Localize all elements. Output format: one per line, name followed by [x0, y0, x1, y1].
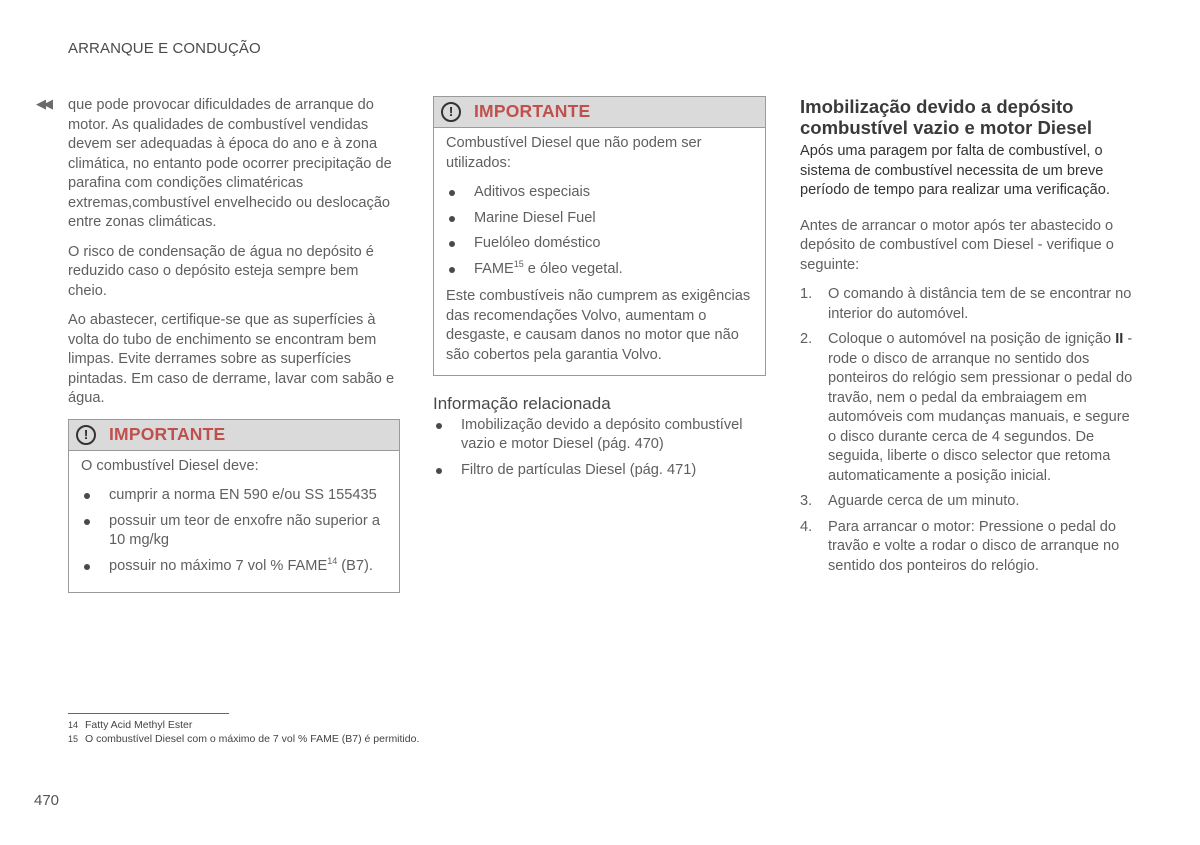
- step-number: 4.: [800, 518, 813, 535]
- list-item: Aditivos especiais: [446, 183, 753, 203]
- section-heading: Imobilização devido a depósito combustível vazio e motor Diesel: [800, 96, 1092, 138]
- list-item: possuir no máximo 7 vol % FAME$^{14}$ (B7).: [81, 557, 387, 577]
- list-item: FAME$^{15}$ e óleo vegetal.: [446, 260, 753, 280]
- important-outro: Este combustíveis não cumprem as exigências das recomendações Volvo, aumentam o desgaste, e causam danos no motor que não são cobertos pela garantia Volvo.: [446, 288, 751, 363]
- important-box: [68, 419, 400, 594]
- step-number: 3.: [800, 493, 813, 509]
- column-3: [800, 96, 1135, 582]
- ignition-position-label: II: [1115, 331, 1124, 347]
- list-item: possuir um teor de enxofre não superior a 10 mg/kg: [81, 512, 387, 551]
- paragraph: Antes de arrancar o motor após ter abastecido o depósito de combustível com Diesel - verifique o seguinte:: [800, 217, 1114, 273]
- column-2: [433, 96, 766, 486]
- related-info-list: [433, 416, 766, 481]
- important-title: IMPORTANTE: [474, 101, 591, 122]
- paragraph: que pode provocar dificuldades de arranque do motor. As qualidades de combustível vendidas devem ser adequadas à época do ano e à zona climática, no entanto pode ocorrer precipitação de parafina com condições climatéricas extremas,combustível envelhecido ou deslocação entre zonas climáticas.: [68, 97, 392, 230]
- important-intro: O combustível Diesel deve:: [81, 457, 259, 474]
- paragraph: O risco de condensação de água no depósito é reduzido caso o depósito esteja sempre bem cheio.: [68, 243, 374, 299]
- important-body: [69, 451, 399, 593]
- important-box: [433, 96, 766, 376]
- related-info-title: Informação relacionada: [433, 394, 611, 413]
- list-item: Fuelóleo doméstico: [446, 234, 753, 254]
- continued-from-previous-page-icon: ◀◀: [36, 96, 50, 111]
- important-body: [434, 128, 765, 375]
- footnote: 14 Fatty Acid Methyl Ester: [68, 719, 193, 731]
- footnote-ref: 15: [513, 258, 524, 269]
- footnote-divider: [68, 713, 229, 714]
- important-header: [69, 420, 399, 451]
- intro-paragraph: Após uma paragem por falta de combustível, o sistema de combustível necessita de um breve período de tempo para realizar uma verificação.: [800, 143, 1110, 198]
- step-item: 3. Aguarde cerca de um minuto.: [800, 492, 1135, 512]
- page-number: 470: [34, 792, 60, 809]
- step-item: 4. Para arrancar o motor: Pressione o pedal do travão e volte a rodar o disco de arranque no sentido dos ponteiros do relógio.: [800, 518, 1120, 574]
- list-item: cumprir a norma EN 590 e/ou SS 155435: [81, 486, 387, 506]
- important-title: IMPORTANTE: [109, 423, 226, 444]
- related-link[interactable]: Imobilização devido a depósito combustível vazio e motor Diesel (pág. 470): [433, 416, 766, 455]
- step-item: 1. O comando à distância tem de se encontrar no interior do automóvel.: [800, 286, 1132, 322]
- exclamation-circle-icon: !: [441, 102, 461, 122]
- important-intro: Combustível Diesel que não podem ser utilizados:: [446, 135, 702, 171]
- prohibited-fuels-list: [446, 183, 753, 279]
- steps-list: [800, 285, 1135, 576]
- exclamation-circle-icon: !: [76, 425, 96, 445]
- paragraph: Ao abastecer, certifique-se que as superfícies à volta do tubo de enchimento se encontram bem limpas. Evite derrames sobre as superfícies pintadas. Em caso de derrame, lavar com sabão e água.: [68, 312, 395, 406]
- related-link[interactable]: Filtro de partículas Diesel (pág. 471): [433, 461, 766, 481]
- step-item: 2. Coloque o automóvel na posição de ignição II - rode o disco de arranque no sentido dos ponteiros do relógio sem pressionar o pedal do travão, nem o pedal da embraiagem em automóveis com mudanças manuais, e segure o disco durante cerca de 4 segundos. De seguida, liberte o disco selector que retoma automaticamente a posição inicial.: [800, 331, 1133, 484]
- step-number: 1.: [800, 286, 813, 302]
- section-title: ARRANQUE E CONDUÇÃO: [68, 40, 261, 57]
- requirements-list: [81, 486, 387, 576]
- step-number: 2.: [800, 331, 813, 347]
- column-1: [68, 96, 400, 593]
- list-item: Marine Diesel Fuel: [446, 209, 753, 229]
- footnotes: [68, 718, 419, 746]
- important-header: [434, 97, 765, 128]
- footnote: 15 O combustível Diesel com o máximo de 7 vol % FAME (B7) é permitido.: [68, 733, 420, 745]
- footnote-ref: 14: [327, 555, 338, 566]
